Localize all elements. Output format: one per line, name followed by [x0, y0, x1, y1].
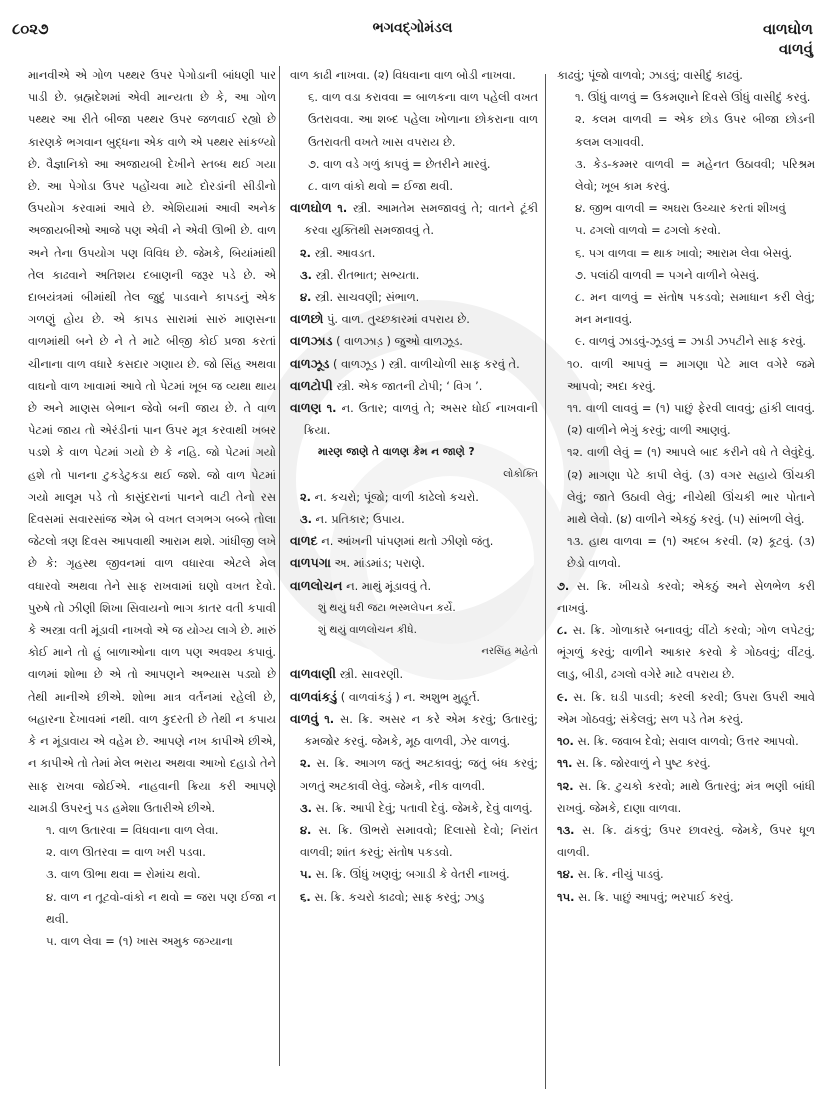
idiom-item: ૫. વાળ લેવા = (૧) ખાસ અમુક જગ્યાના: [46, 933, 233, 948]
poem-quote-line: શું થયું વાળલોચન કીધે.: [318, 624, 417, 637]
dictionary-entry: વાળલોચન ન. માથું મૂંડાવવું તે.: [290, 577, 432, 593]
sense-item: ૭. સ. ક્રિ. ખીચડો કરવો; એકઠું અને સેળભેળ કરી નાખવું.: [557, 578, 815, 615]
sense-item: ૩. સ. ક્રિ. આપી દેવું; પતાવી દેવું. જેમકે, દેવું વાળવું.: [300, 800, 533, 815]
headword: વાળપગા: [290, 555, 331, 571]
idiom-item: ૧૩. હાથ વાળવા = (૧) અદબ કરવી. (૨) કૂટવું. (૩) છેડો વાળવો.: [567, 534, 815, 571]
dictionary-entry: વાળઝાડ ( વાળઝાડ઼ ) જુઓ વાળઝૂડ.: [290, 333, 463, 349]
idiom-item: ૧૦. વાળી આપવું = માગણા પેટે માલ વગેરે જમે આપવો; અદા કરવું.: [567, 356, 815, 393]
sense-item: ૨. ન. કચરો; પૂંજો; વાળી કાઢેલો કચરો.: [300, 489, 479, 504]
headword: વાળઘોળ: [290, 200, 332, 216]
poem-quote-line: શું થયું ધરી જટા ભસ્મલેપન કર્યે.: [318, 601, 456, 614]
idiom-item: ૩. કેડ-કમ્મર વાળવી = મહેનત ઉઠાવવી; પરિશ્રમ લેવો; ખૂબ કામ કરવું.: [575, 156, 815, 194]
headword: વાળણ: [290, 400, 322, 416]
headword: વાળવાંકડું: [290, 688, 338, 704]
dictionary-entry: વાળવાણી સ્ત્રી. સાવરણી.: [290, 666, 404, 682]
page-header: [0, 0, 825, 62]
sense-item: ૧૧. સ. ક્રિ. જોરવાળું ને પુષ્ટ કરવું.: [557, 756, 711, 771]
headword: વાળટોપી: [290, 377, 333, 393]
sense-item: ૩. સ્ત્રી. રીતભાત; સભ્યતા.: [300, 267, 420, 282]
guide-word-first: વાળઘોળ: [763, 20, 813, 38]
dictionary-entry: વાળટોપી સ્ત્રી. એક જાતની ટોપી; ‘ વિગ ’.: [290, 377, 483, 393]
dictionary-entry: વાળદ ન. આંખની પાંપણમાં થતો ઝીણો જંતુ.: [290, 533, 494, 549]
sense-item: ૨. સ્ત્રી. આવડત.: [300, 245, 376, 260]
dictionary-columns: [0, 64, 825, 1094]
definition: સ્ત્રી. આમતેમ સમજાવવું તે; વાતને ટૂંકી કરવા યુક્તિથી સમજાવવું તે.: [304, 201, 538, 238]
idiom-item: ૧. ઊંધું વાળવું = ઉકમણાને દિવસે ઊંધું વાસીદું કરવું.: [575, 90, 811, 105]
column-divider: [545, 74, 546, 1089]
sense-item: ૮. સ. ક્રિ. ગોળાકારે બનાવવું; વીંટો કરવો; ગોળ લપેટવું; ભૂંગળું કરવું; વાળીને આકાર કરવો કે ગોઠવવું; વીંટવું. લાડુ, બીડી, ઢગલો વગેરે માટે વપરાય છે.: [557, 623, 816, 682]
body-paragraph: માનવીએ એ ગોળ પથ્થર ઉપર પેગોડાની બાંધણી પાર પાડી છે. બ્રહ્મદેશમાં એવી માન્યતા છે કે, આ ગોળ પથ્થર આ રીતે બીજા પથ્થર ઉપર જળવાઈ રહ્યો છે કારણકે ભગવાન બુદ્ધના એક વાળે એ પથ્થર સાંકળ્યો છે. વૈજ્ઞાનિકો આ અજાયબી દેખીને સ્તબ્ધ થઈ ગયા છે. આ પેગોડા ઉપર પહોંચવા માટે દોરડાંની સીડીનો ઉપયોગ કરવામાં આવે છે. એશિયામાં આવી અનેક અજાયબીઓ આજે પણ એવી ને એવી ઊભી છે. વાળ અને તેના ઉપયોગ પણ વિવિધ છે. જેમકે, બિયાંમાંથી તેલ કાઢવાને અતિશય દબાણની જરૂર પડે છે. એ દાબયંત્રમાં બીમાંથી તેલ જુદું પાડવાને કાપડનું એક ગળણું હોય છે. એ કાપડ સારામાં સારું માણસના વાળમાંથી બને છે ને તે માટે બીજી કોઈ પ્રજા કરતાં ચીનાના વાળ વધારે કસદાર ગણાય છે. જો સિંહ અથવા વાઘનો વાળ ખાવામાં આવે તો પેટમાં ખૂબ જ વ્યથા થાય છે અને માણસ બેભાન જેવો બની જાય છે. તે વાળ પેટમાં જાય તો એરંડીનાં પાન ઉપર મૂત્ર કરવાથી ખબર પડશે કે વાળ પેટમાં ગયો છે કે નહિ. જો પેટમાં ગયો હશે તો પાનના ટુકડેટુકડા થઈ જશે. જો વાળ પેટમાં ગયો માલૂમ પડે તો કાસુંદરાનાં પાનને વાટી તેનો રસ દિવસમાં સવારસાંજ એમ બે વખત લગભગ બબ્બે તોલા જેટલો ત્રણ દિવસ આપવાથી આરામ થશે. ગાંધીજી લખે છે કે: ગૃહસ્થ જીવનમાં વાળ વધારવા એટલે મેલ વધારવો અથવા તેને સાફ રાખવામાં ઘણો વખત દેવો. પુરુષે તો ઝીણી શિખા સિવાયનો ભાગ કાતર વતી કપાવી કે અસ્ત્રા વતી મૂંડાવી નાખવો એ જ યોગ્ય લાગે છે. મારું કોઈ માને તો હું બાળાઓના વાળ પણ અવશ્ય કપાવું. વાળમાં શોભા છે એ તો આપણને અભ્યાસ પડ્યો છે તેથી માનીએ છીએ. શોભા માત્ર વર્તનમાં રહેલી છે, બહારના દેખાવમાં નથી. વાળ કુદરતી છે તેથી ન કપાય કે ન મૂંડાવાય એ વહેમ છે. આપણે નખ કાપીએ છીએ, ન કાપીએ તો તેમાં મેલ ભરાય અથવા આખો દહાડો તેને સાફ રાખવા જોઈએ. નાહવાની ક્રિયા કરી આપણે ચામડી ઉપરનું પડ હમેશા ઉતારીએ છીએ.: [28, 68, 276, 815]
headword: વાળવાણી: [290, 666, 336, 682]
idiom-item: ૬. પગ વાળવા = થાક ખાવો; આરામ લેવા બેસવું.: [575, 245, 793, 260]
sense-item: ૧૦. સ. ક્રિ. જવાબ દેવો; સવાલ વાળવો; ઉત્તર આપવો.: [557, 734, 799, 749]
column-3: [557, 64, 815, 908]
sense-item: ૨. સ. ક્રિ. આગળ જતું અટકાવવું; જતું બંધ કરવું; ગળતું અટકાવી લેવું. જેમકે, નીક વાળવી.: [300, 756, 538, 793]
sense-item: ૧૪. સ. ક્રિ. નીચું પાડવું.: [557, 867, 664, 882]
sense-item: ૫. સ. ક્રિ. ઊંધું ખણવું; બગાડી કે વેતરી નાખવું.: [300, 867, 510, 882]
guide-word-last: વાળવું: [778, 40, 813, 58]
headword: વાળઝૂડ: [290, 355, 330, 371]
headword: વાળછો: [290, 311, 324, 327]
idiom-item: ૭. પલાંઠી વાળવી = પગને વાળીને બેસવું.: [575, 267, 760, 282]
idiom-item: ૮. વાળ વાંકો થવો = ઈજા થવી.: [308, 179, 453, 194]
idiom-item: ૨. કલમ વાળવી = એક છોડ ઉપર બીજા છોડની કલમ લગાવવી.: [575, 112, 815, 149]
idiom-item: ૧૧. વાળી લાવવું = (૧) પાછું ફેરવી લાવવું; હાંકી લાવવું. (૨) વાળીને ભેગું કરવું; વાળી આણવું.: [567, 401, 815, 438]
dictionary-entry: વાળઘોળ ૧. સ્ત્રી. આમતેમ સમજાવવું તે; વાતને ટૂંકી કરવા યુક્તિથી સમજાવવું તે.: [290, 200, 538, 238]
dictionary-entry: વાળવું ૧. સ. ક્રિ. અસર ન કરે એમ કરવું; ઉતારવું; કમજોર કરવું. જેમકે, મૂઠ વાળવી, ઝેર વાળવું.: [290, 710, 539, 749]
quote-attribution: નરસિંહ મહેતો: [481, 646, 538, 658]
column-1: [28, 64, 276, 952]
sense-item: ૧૩. સ. ક્રિ. ઢાંકવું; ઉપર છાવરવું. જેમકે, ઉપર ધૂળ વાળવી.: [557, 822, 816, 860]
idiom-item: ૩. વાળ ઊભા થવા = રોમાંચ થવો.: [46, 867, 201, 882]
idiom-item: ૮. મન વાળવું = સંતોષ પકડવો; સમાધાન કરી લેવું; મન મનાવવું.: [575, 290, 815, 327]
dictionary-entry: વાળપગા અ. માંડમાંડ; પરાણે.: [290, 555, 426, 571]
headword: વાળદ: [290, 533, 318, 549]
idiom-item: ૪. વાળ ન તૂટવો-વાંકો ન થવો = જરા પણ ઈજા ન થવી.: [46, 889, 276, 926]
proverb-quote: મારણ જાણે તે વાળણ કેમ ન જાણે ?: [318, 446, 475, 459]
sense-item: ૧૨. સ. ક્રિ. ટુચકો કરવો; માથે ઉતારવું; મંત્ર ભણી બાંધી રાખવું. જેમકે, દાણા વાળવા.: [557, 778, 815, 815]
sense-item: ૯. સ. ક્રિ. ઘડી પાડવી; કરલી કરવી; ઉપરા ઉપરી આવે એમ ગોઠવવું; સંકેલવું; સળ પડે તેમ કરવું.: [557, 689, 815, 726]
page-number: ૮૦૨૭: [12, 20, 49, 38]
sense-item: ૪. સ. ક્રિ. ઊભરો સમાવવો; દિલાસો દેવો; નિરાંત વાળવી; શાંત કરવું; સંતોષ પકડવો.: [300, 822, 538, 860]
dictionary-entry: વાળઝૂડ ( વાળઝૂડ઼ ) સ્ત્રી. વાળીચોળી સાફ કરવું તે.: [290, 355, 520, 371]
continuation-text: વાળ કાઢી નાખવા. (૨) વિધવાના વાળ બોડી નાખવા.: [290, 68, 516, 82]
idiom-item: ૭. વાળ વડે ગળું કાપવું = છેતરીને મારવું.: [308, 156, 491, 171]
column-2: [290, 64, 538, 908]
dictionary-entry: વાળછો પું. વાળ. તુચ્છકારમાં વપરાય છે.: [290, 311, 470, 327]
column-divider: [279, 66, 280, 1066]
headword: વાળલોચન: [290, 577, 343, 593]
idiom-item: ૧૨. વાળી લેવું = (૧) આપલે બાદ કરીને વધે તે લેવુંદેવું. (૨) માગણા પેટે કાપી લેવું. (૩) વગર સહાયે ઊંચકી લેવું; જાતે ઉઠાવી લેવું; નીચેથી ઊંચકી ભાર પોતાને માથે લેવો. (૪) વાળીને એકઠું કરવું. (૫) સાંભળી લેવું.: [567, 445, 815, 527]
sense-item: ૪. સ્ત્રી. સાચવણી; સંભાળ.: [300, 290, 420, 305]
idiom-item: ૪. જીભ વાળવી = અઘરા ઉચ્ચાર કરતાં શીખવું: [575, 201, 786, 216]
idiom-item: ૧. વાળ ઉતારવા = વિધવાના વાળ લેવા.: [46, 822, 219, 837]
dictionary-entry: વાળવાંકડું ( વાળવાંકડું ) ન. અશુભ મુહૂર્ત.: [290, 688, 481, 704]
sense-item: ૬. સ. ક્રિ. કચરો કાઢવો; સાફ કરવું; ઝાડુ: [300, 889, 485, 904]
continuation-text: કાઢવું; પૂંજો વાળવો; ઝાડવું; વાસીદું કાઢવું.: [557, 68, 743, 82]
idiom-item: ૨. વાળ ઊતરવા = વાળ ખરી પડવા.: [46, 845, 206, 860]
sense-item: ૩. ન. પ્રતિકાર; ઉપાય.: [300, 512, 405, 527]
quote-attribution: લોકોક્તિ: [503, 468, 538, 480]
book-title: ભગવદ્ગોમંડલ: [372, 20, 453, 36]
headword: વાળઝાડ: [290, 333, 333, 349]
sense-item: ૧૫. સ. ક્રિ. પાછું આપવું; ભરપાઈ કરવું.: [557, 889, 734, 904]
headword: વાળવું: [290, 710, 319, 726]
idiom-item: ૯. વાળવું ઝાડવું-ઝૂડવું = ઝાડી ઝપટીને સાફ કરવું.: [575, 334, 807, 349]
dictionary-entry: વાળણ ૧. ન. ઉતાર; વાળવું તે; અસર ધોઈ નાખવાની ક્રિયા.: [290, 400, 538, 438]
idiom-item: ૬. વાળ વડા કરાવવા = બાળકના વાળ પહેલી વખત ઉતરાવવા. આ શબ્દ પહેલા ખોળાના છોકરાના વાળ ઉતરાવતી વખતે ખાસ વપરાય છે.: [308, 90, 538, 149]
idiom-item: ૫. ઢગલો વાળવો = ઢગલો કરવો.: [575, 223, 721, 238]
